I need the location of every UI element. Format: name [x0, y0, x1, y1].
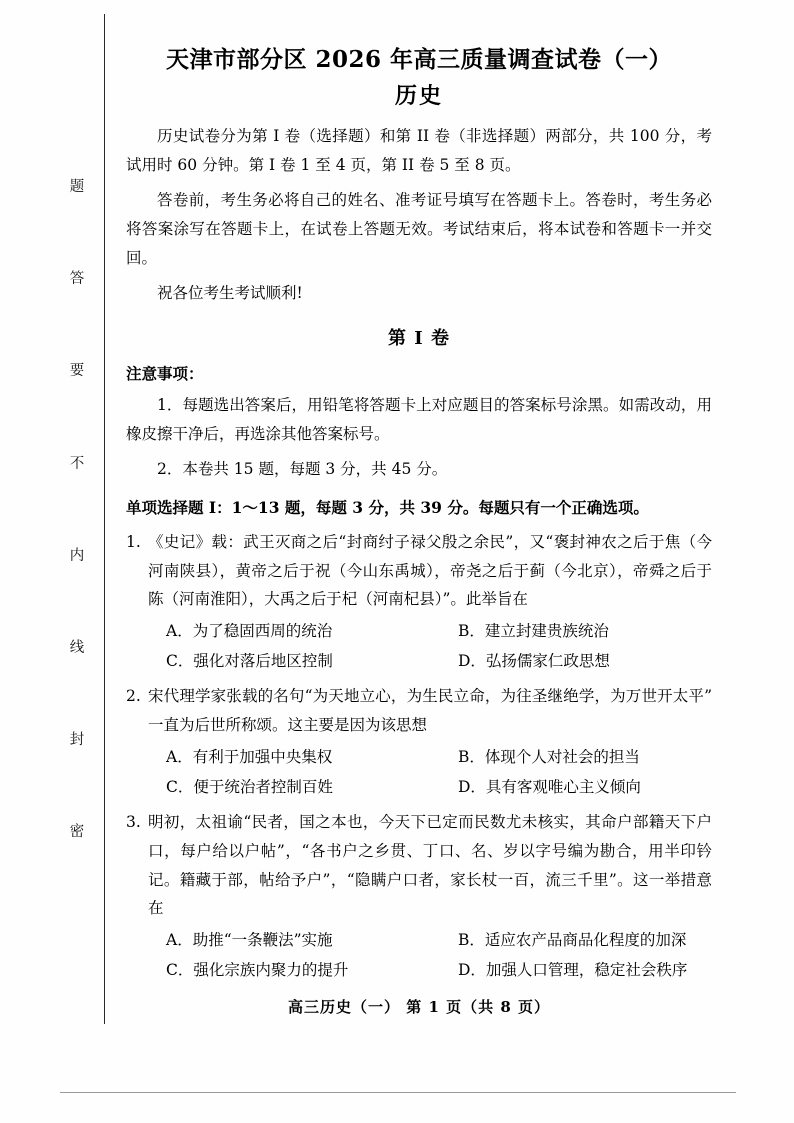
- option-c[interactable]: C．强化宗族内聚力的提升: [166, 961, 349, 980]
- question-type-heading: 单项选择题 I：1～13 题，每题 3 分，共 39 分。每题只有一个正确选项。: [126, 498, 649, 518]
- question-stem: 《史记》载：武王灭商之后“封商纣子禄父殷之余民”，又“褒封神农之后于焦（今河南陕县），黄帝之后于祝（今山东禹城），帝尧之后于蓟（今北京），帝舜之后于陈（河南淮阳），大禹之后于杞（河南杞县）”。此举旨在: [148, 532, 712, 609]
- question-item: [126, 808, 712, 923]
- intro-paragraph-3: 祝各位考生考试顺利!: [157, 284, 303, 303]
- question-number: 2.: [126, 687, 141, 706]
- page-footer: 高三历史（一） 第 1 页（共 8 页）: [288, 998, 550, 1016]
- option-b[interactable]: B．体现个人对社会的担当: [458, 747, 640, 766]
- page-frame-line: [104, 14, 105, 1024]
- option-a[interactable]: A．有利于加强中央集权: [166, 747, 333, 766]
- side-char-3: 不: [69, 455, 85, 472]
- intro-paragraph-1: 历史试卷分为第 I 卷（选择题）和第 II 卷（非选择题）两部分，共 100 分，考试用时 60 分钟。第 I 卷 1 至 4 页，第 II 卷 5 至 8 页。: [126, 127, 712, 174]
- question-number: 1.: [126, 532, 141, 551]
- question-options: [148, 742, 712, 802]
- option-d[interactable]: D．具有客观唯心主义倾向: [458, 778, 641, 796]
- option-d[interactable]: D．加强人口管理，稳定社会秩序: [458, 961, 688, 980]
- page-title: 天津市部分区 2026 年高三质量调查试卷（一）: [165, 46, 673, 73]
- footer-divider: [60, 1092, 736, 1093]
- option-row: [148, 742, 712, 772]
- question-item: [126, 528, 712, 614]
- side-char-5: 线: [69, 640, 85, 657]
- option-a[interactable]: A．助推“一条鞭法”实施: [166, 930, 333, 949]
- question-number: 3.: [126, 813, 141, 832]
- question-stem: 宋代理学家张载的名句“为天地立心，为生民立命，为往圣继绝学，为万世开太平”一直为后世所称颂。这主要是因为该思想: [148, 687, 712, 735]
- option-row: [148, 955, 712, 985]
- option-c[interactable]: C．强化对落后地区控制: [166, 652, 333, 671]
- question-item: [126, 682, 712, 739]
- option-b[interactable]: B．建立封建贵族统治: [458, 622, 609, 640]
- option-row: [148, 925, 712, 955]
- side-char-2: 要: [69, 363, 85, 380]
- question-options: [148, 925, 712, 985]
- side-char-7: 密: [69, 824, 85, 841]
- side-char-0: 题: [69, 179, 85, 195]
- document-body: [126, 36, 712, 989]
- option-a[interactable]: A．为了稳固西周的统治: [166, 622, 333, 640]
- side-char-6: 封: [69, 732, 85, 749]
- option-row: [148, 772, 712, 802]
- side-char-4: 内: [69, 547, 85, 564]
- section-heading-paper-1: 第 I 卷: [388, 328, 450, 350]
- option-c[interactable]: C．便于统治者控制百姓: [166, 778, 333, 796]
- option-row: [148, 616, 712, 646]
- side-char-1: 答: [69, 271, 85, 288]
- intro-paragraph-2: 答卷前，考生务必将自己的姓名、准考证号填写在答题卡上。答卷时，考生务必将答案涂写在答题卡上，在试卷上答题无效。考试结束后，将本试卷和答题卡一并交回。: [126, 191, 712, 267]
- option-row: [148, 646, 712, 676]
- notice-item-1: 1．每题选出答案后，用铅笔将答题卡上对应题目的答案标号涂黑。如需改动，用橡皮擦干净后，再选涂其他答案标号。: [126, 396, 712, 443]
- option-d[interactable]: D．弘扬儒家仁政思想: [458, 652, 610, 671]
- question-stem: 明初，太祖谕“民者，国之本也，今天下已定而民数尤未核实，其命户部籍天下户口，每户给以户帖”，“各书户之乡贯、丁口、名、岁以字号编为勘合，用半印钤记。籍藏于部，帖给予户”，“隐瞒户口者，家长杖一百，流三千里”。这一举措意在: [148, 813, 712, 918]
- option-b[interactable]: B．适应农产品商品化程度的加深: [458, 930, 687, 949]
- notice-item-2: 2．本卷共 15 题，每题 3 分，共 45 分。: [157, 460, 448, 479]
- binding-line-vertical-text: [60, 180, 94, 840]
- subject-title: 历史: [394, 83, 443, 110]
- question-options: [148, 616, 712, 676]
- notice-heading: 注意事项：: [126, 364, 204, 384]
